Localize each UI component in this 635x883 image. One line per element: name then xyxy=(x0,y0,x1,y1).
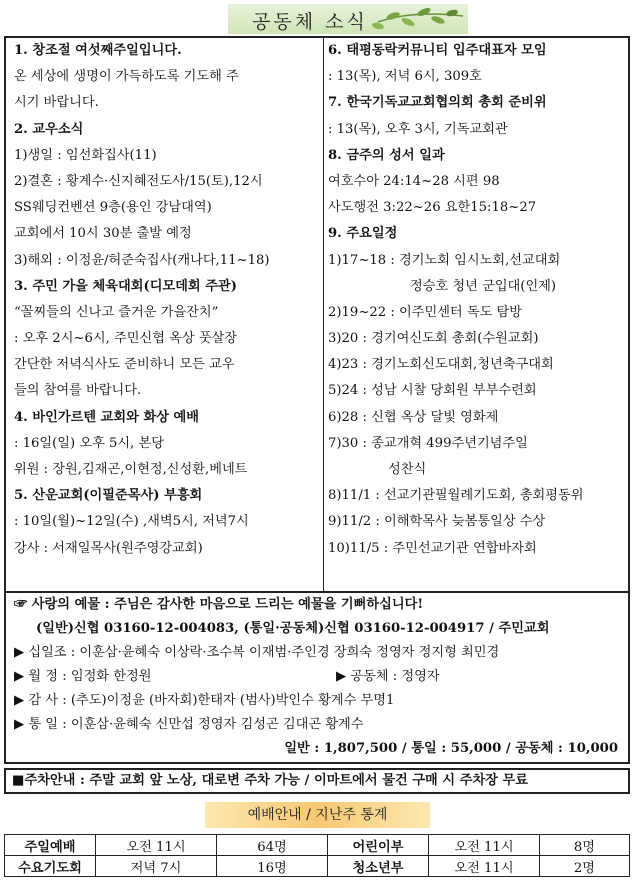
offering-accounts: (일반)신협 03160-12-004083, (통일·공동체)신협 03160-12-004917 / 주민교회 xyxy=(36,621,550,636)
table-cell: 64명 xyxy=(217,835,328,856)
offering-tithe: ▶ 십일조 : 이훈삼·윤혜숙 이상락·조수복 이재범·주인경 장희숙 정영자 정지형 최민경 xyxy=(14,645,500,660)
table-cell: 오전 11시 xyxy=(429,835,540,856)
table-cell: 2명 xyxy=(540,856,630,877)
left-column-line: 3)해외 : 이정윤/허준숙집사(캐나다,11~18) xyxy=(14,252,270,268)
offering-monthly: ▶ 월 정 : 임정화 한정원 xyxy=(14,669,152,684)
table-cell: 16명 xyxy=(217,856,328,877)
right-column-line: 4)23 : 경기노회신도대회,청년축구대회 xyxy=(328,357,554,373)
offering-heading: ☞ 사랑의 예물 : 주님은 감사한 마음으로 드리는 예물을 기뻐하십니다! xyxy=(14,597,424,612)
stats-title: 예배안내 / 지난주 통계 xyxy=(205,802,430,828)
news-panel xyxy=(4,36,630,593)
right-column-line: 9)11/2 : 이해학목사 늦봄통일상 수상 xyxy=(328,514,546,530)
left-column-line: 시기 바랍니다. xyxy=(14,95,99,111)
table-cell: 오전 11시 xyxy=(429,856,540,877)
offering-unification: ▶ 통 일 : 이훈삼·윤혜숙 신만섭 정영자 김성곤 김대곤 황계수 xyxy=(14,717,364,732)
table-row xyxy=(5,835,630,856)
right-column-line: 3)20 : 경기여신도회 총회(수원교회) xyxy=(328,331,539,347)
left-column-line: “꼴찌들의 신나고 즐거운 가을잔치” xyxy=(14,304,219,320)
left-column-line: 들의 참여를 바랍니다. xyxy=(14,383,142,399)
right-column-line: 6. 태평동락커뮤니티 입주대표자 모임 xyxy=(328,43,547,58)
right-column-line: 7. 한국기독교교회협의회 총회 준비위 xyxy=(328,95,547,111)
left-column-line: 강사 : 서재일목사(원주영강교회) xyxy=(14,540,203,556)
left-column-line: 위원 : 장원,김재곤,이현정,신성환,베네트 xyxy=(14,462,248,477)
right-column-line: 9. 주요일정 xyxy=(328,226,398,242)
left-column-line: 2. 교우소식 xyxy=(14,121,84,137)
right-column-line: 5)24 : 성남 시찰 당회원 부부수련회 xyxy=(328,383,537,399)
table-cell: 8명 xyxy=(540,835,630,856)
table-cell: 주일예배 xyxy=(5,835,96,856)
table-cell: 오전 11시 xyxy=(96,835,217,856)
right-column-line: : 13(목), 오후 3시, 기독교회관 xyxy=(328,121,508,137)
offering-section xyxy=(4,593,630,764)
left-column-line: 1. 창조절 여섯째주일입니다. xyxy=(14,43,182,58)
left-column-line: 1)생일 : 임선화집사(11) xyxy=(14,147,157,163)
table-cell: 저녁 7시 xyxy=(96,856,217,877)
right-column-line: 6)28 : 신협 옥상 달빛 영화제 xyxy=(328,409,499,425)
table-row xyxy=(5,856,630,877)
page-title-banner xyxy=(228,4,468,34)
left-column-line: 5. 산운교회(이필준목사) 부흥회 xyxy=(14,488,203,504)
left-column-line: : 16일(일) 오후 5시, 본당 xyxy=(14,435,165,451)
offering-totals: 일반 : 1,807,500 / 통일 : 55,000 / 공동체 : 10,000 xyxy=(284,741,618,756)
left-column-line: 3. 주민 가을 체육대회(디모데회 주관) xyxy=(14,278,237,294)
left-column xyxy=(14,38,320,562)
right-column-line: 7)30 : 종교개혁 499주년기념주일 xyxy=(328,435,528,451)
right-column-line: 정승호 청년 군입대(인제) xyxy=(410,278,557,294)
table-cell: 수요기도회 xyxy=(5,856,96,877)
offering-thanks: ▶ 감 사 : (추도)이정윤 (바자회)한태자 (범사)박인수 황계수 무명1 xyxy=(14,693,395,708)
column-divider xyxy=(323,38,324,591)
left-column-line: SS웨딩컨벤션 9층(용인 강남대역) xyxy=(14,200,212,216)
left-column-line: 4. 바인가르텐 교회와 화상 예배 xyxy=(14,409,200,425)
right-column-line: 1)17~18 : 경기노회 임시노회,선교대회 xyxy=(328,252,561,268)
page-title: 공동체 소식 xyxy=(252,11,368,33)
left-column-line: : 오후 2시~6시, 주민신협 옥상 풋살장 xyxy=(14,331,238,347)
left-column-line: 간단한 저녁식사도 준비하니 모든 교우 xyxy=(14,357,235,373)
right-column-line: 8)11/1 : 선교기관필월례기도회, 총회평동위 xyxy=(328,488,584,504)
table-cell: 청소년부 xyxy=(328,856,429,877)
right-column-line: 10)11/5 : 주민선교기관 연합바자회 xyxy=(328,540,537,556)
left-column-line: 2)결혼 : 황계수·신지혜전도사/15(토),12시 xyxy=(14,173,263,189)
left-column-line: 교회에서 10시 30분 출발 예정 xyxy=(14,226,192,242)
right-column-line: : 13(목), 저녁 6시, 309호 xyxy=(328,69,482,85)
right-column-line: 성찬식 xyxy=(388,462,427,477)
right-column-line: 여호수아 24:14~28 시편 98 xyxy=(328,173,500,189)
right-column-line: 사도행전 3:22~26 요한15:18~27 xyxy=(328,200,537,216)
right-column-line: 2)19~22 : 이주민센터 독도 탐방 xyxy=(328,304,523,320)
parking-notice: ■주차안내 : 주말 교회 앞 노상, 대로변 주차 가능 / 이마트에서 물건 구매 시 주차장 무료 xyxy=(4,768,630,794)
right-column xyxy=(328,38,628,562)
offering-community: ▶ 공동체 : 정영자 xyxy=(336,669,440,684)
left-column-line: : 10일(월)~12일(수) ,새벽5시, 저녁7시 xyxy=(14,514,249,530)
stats-table xyxy=(4,834,630,877)
table-cell: 어린이부 xyxy=(328,835,429,856)
left-column-line: 온 세상에 생명이 가득하도록 기도해 주 xyxy=(14,69,239,85)
right-column-line: 8. 금주의 성서 일과 xyxy=(328,147,445,163)
